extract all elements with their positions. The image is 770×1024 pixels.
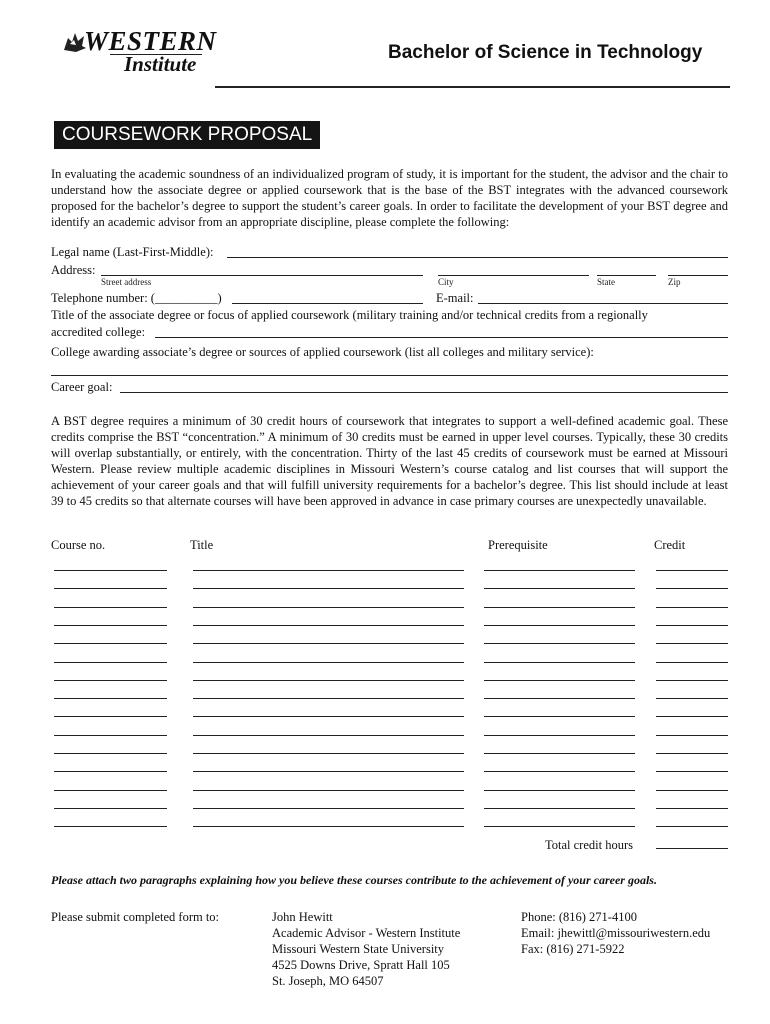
course-no-field[interactable] <box>54 777 167 791</box>
zip-sublabel: Zip <box>668 277 681 287</box>
submit-label: Please submit completed form to: <box>51 910 220 924</box>
credit-field[interactable] <box>656 758 728 772</box>
prerequisite-field[interactable] <box>484 612 635 626</box>
credit-field[interactable] <box>656 685 728 699</box>
course-no-field[interactable] <box>54 740 167 754</box>
prerequisite-field[interactable] <box>484 594 635 608</box>
degree-title-field[interactable] <box>155 324 728 338</box>
course-no-field[interactable] <box>54 612 167 626</box>
title-field[interactable] <box>193 575 464 589</box>
legal-name-field[interactable] <box>227 244 728 258</box>
contact-block <box>272 909 460 989</box>
legal-name-label: Legal name (Last-First-Middle): <box>51 245 214 259</box>
prerequisite-field[interactable] <box>484 722 635 736</box>
credit-header: Credit <box>654 538 686 552</box>
credit-field[interactable] <box>656 740 728 754</box>
credit-field[interactable] <box>656 667 728 681</box>
title-field[interactable] <box>193 758 464 772</box>
college-label: College awarding associate’s degree or sources of applied coursework (list all colleges and military service): <box>51 345 594 359</box>
credit-field[interactable] <box>656 703 728 717</box>
credit-field[interactable] <box>656 612 728 626</box>
title-field[interactable] <box>193 649 464 663</box>
title-field[interactable] <box>193 612 464 626</box>
course-no-field[interactable] <box>54 557 167 571</box>
course-no-field[interactable] <box>54 703 167 717</box>
logo-top-text: WESTERN <box>84 26 217 56</box>
title-field[interactable] <box>193 685 464 699</box>
logo <box>62 24 217 78</box>
title-field[interactable] <box>193 740 464 754</box>
email-label: E-mail: <box>436 291 474 305</box>
total-credit-field[interactable] <box>656 835 728 849</box>
prerequisite-field[interactable] <box>484 685 635 699</box>
credit-field[interactable] <box>656 594 728 608</box>
title-field[interactable] <box>193 630 464 644</box>
city-field[interactable] <box>438 262 589 276</box>
credit-field[interactable] <box>656 575 728 589</box>
credit-field[interactable] <box>656 795 728 809</box>
title-field[interactable] <box>193 777 464 791</box>
prerequisite-field[interactable] <box>484 777 635 791</box>
prerequisite-field[interactable] <box>484 649 635 663</box>
course-no-field[interactable] <box>54 758 167 772</box>
state-sublabel: State <box>597 277 615 287</box>
attach-note: Please attach two paragraphs explaining how you believe these courses contribute to the achievement of your career goals. <box>51 873 657 887</box>
telephone-field[interactable] <box>232 290 423 304</box>
prerequisite-field[interactable] <box>484 813 635 827</box>
degree-title-label-line2: accredited college: <box>51 325 146 339</box>
section-banner: COURSEWORK PROPOSAL <box>54 121 320 149</box>
degree-title-label-line1: Title of the associate degree or focus of applied coursework (military training and/or technical credits from a regionally <box>51 308 648 322</box>
contact-name: John Hewitt <box>272 910 333 924</box>
prerequisite-field[interactable] <box>484 557 635 571</box>
page-title: Bachelor of Science in Technology <box>388 42 703 63</box>
total-credit-label: Total credit hours <box>545 838 633 852</box>
email-field[interactable] <box>478 290 728 304</box>
state-field[interactable] <box>597 262 656 276</box>
career-goal-label: Career goal: <box>51 380 113 394</box>
title-field[interactable] <box>193 813 464 827</box>
contact-fax: Fax: (816) 271-5922 <box>521 942 625 956</box>
contact-role: Academic Advisor - Western Institute <box>272 926 461 940</box>
college-field[interactable] <box>51 362 728 376</box>
requirements-paragraph: A BST degree requires a minimum of 30 credit hours of coursework that integrates to support a well-defined academic goal. These credits comprise the BST “concentration.” A minimum of 30 credits must be earned in upper level courses. Typically, these 30 credits will overlap substantially, or entirely, with the concentration. Thirty of the last 45 credits of coursework must be earned at Missouri Western. Please review multiple academic disciplines in Missouri Western’s course catalog and list courses that will support the achievement of your career goals and that will fulfill university requirements for a bachelor’s degree. This list should include at least 39 to 45 credits so that alternate courses will have been approved in advance in case primary courses are unexpectedly unavailable. <box>51 414 728 508</box>
course-no-field[interactable] <box>54 594 167 608</box>
course-no-header: Course no. <box>51 538 106 552</box>
prerequisite-header: Prerequisite <box>488 538 548 552</box>
course-no-field[interactable] <box>54 795 167 809</box>
course-no-field[interactable] <box>54 685 167 699</box>
career-goal-field[interactable] <box>120 379 728 393</box>
contact-org: Missouri Western State University <box>272 942 445 956</box>
title-field[interactable] <box>193 667 464 681</box>
prerequisite-field[interactable] <box>484 630 635 644</box>
prerequisite-field[interactable] <box>484 703 635 717</box>
title-header: Title <box>190 538 214 552</box>
credit-field[interactable] <box>656 777 728 791</box>
contact-email[interactable]: Email: jhewittl@missouriwestern.edu <box>521 926 711 940</box>
contact-city: St. Joseph, MO 64507 <box>272 974 384 988</box>
prerequisite-field[interactable] <box>484 667 635 681</box>
prerequisite-field[interactable] <box>484 758 635 772</box>
credit-field[interactable] <box>656 649 728 663</box>
title-field[interactable] <box>193 594 464 608</box>
course-no-field[interactable] <box>54 649 167 663</box>
title-field[interactable] <box>193 703 464 717</box>
credit-field[interactable] <box>656 813 728 827</box>
zip-field[interactable] <box>668 262 728 276</box>
credit-field[interactable] <box>656 557 728 571</box>
title-field[interactable] <box>193 795 464 809</box>
prerequisite-field[interactable] <box>484 740 635 754</box>
course-no-field[interactable] <box>54 575 167 589</box>
course-no-field[interactable] <box>54 722 167 736</box>
intro-paragraph: In evaluating the academic soundness of an individualized program of study, it is important for the student, the advisor and the chair to understand how the associate degree or applied coursework that is the base of the BST integrates with the advanced coursework proposed for the bachelor’s degree to support the student’s career goals. In order to facilitate the development of your BST degree and identify an academic advisor from an appropriate discipline, please complete the following: <box>51 167 728 229</box>
contact-phone: Phone: (816) 271-4100 <box>521 910 637 924</box>
course-no-field[interactable] <box>54 667 167 681</box>
credit-field[interactable] <box>656 722 728 736</box>
credit-field[interactable] <box>656 630 728 644</box>
contact-details <box>521 909 710 957</box>
course-no-field[interactable] <box>54 813 167 827</box>
header-divider <box>215 86 730 88</box>
title-field[interactable] <box>193 557 464 571</box>
street-address-field[interactable] <box>101 262 423 276</box>
prerequisite-field[interactable] <box>484 575 635 589</box>
telephone-label: Telephone number: (__________) <box>51 291 222 305</box>
city-sublabel: City <box>438 277 454 287</box>
contact-street: 4525 Downs Drive, Spratt Hall 105 <box>272 958 450 972</box>
address-label: Address: <box>51 263 96 277</box>
course-no-field[interactable] <box>54 630 167 644</box>
street-sublabel: Street address <box>101 277 152 287</box>
prerequisite-field[interactable] <box>484 795 635 809</box>
logo-bottom-text: Institute <box>124 52 197 76</box>
title-field[interactable] <box>193 722 464 736</box>
